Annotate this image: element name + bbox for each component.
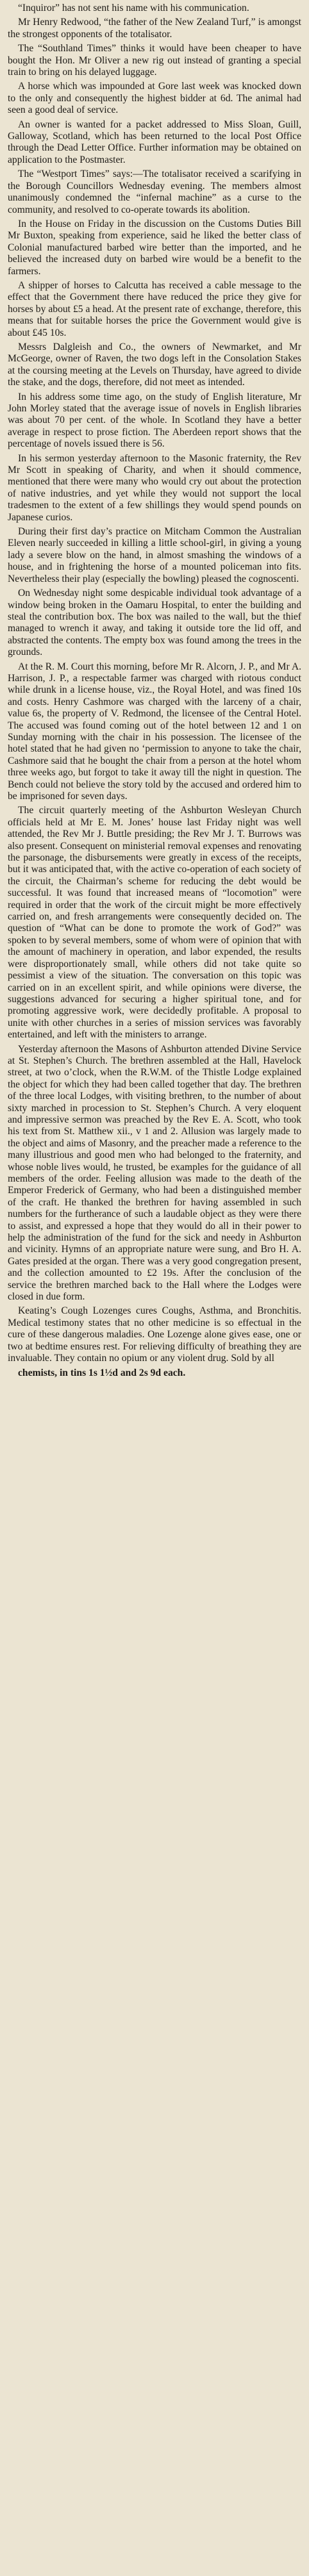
advertisement-keatings-lozenges: Keating’s Cough Lozenges cures Coughs, Asthma, and Bronchitis. Medical testimony states that no other medicine is so effectual in the cure of these dangerous maladies. One Lozenge alone gives ease, one or two at bedtime ensures rest. For relieving difficulty of breathing they are invaluable. They contain no opium or any violent drug. Sold by all [8,1305,301,1364]
news-item-wesleyan-meeting: The circuit quarterly meeting of the Ashburton Wesleyan Church officials held at Mr E. M. Jones’ house last Friday night was well attended, the Rev Mr J. Buttle presiding; the Rev Mr J. T. Burrows was also present. Consequent on ministerial removal expenses and renovating the parsonage, the disbursements were greatly in excess of the receipts, but it was anticipated that, with the active co-operation of each society of the circuit, the Chairman’s scheme for reducing the debt would be successful. It was found that increased means of “locomotion” were required in order that the work of the circuit might be more effectively carried on, and fresh arrangements were consequently decided on. The question of “What can be done to promote the work of God?” was spoken to by several members, some of whom were of opinion that with the amount of machinery in operation, and labor expended, the results were disproportionately small, while others did not take quite so pessimist a view of the situation. The conversation on this topic was carried on in an excellent spirit, and while opinions were diverse, the suggestions advanced for securing a higher spiritual tone, and for promoting aggressive work, were decidedly profitable. A proposal to unite with other churches in a series of mission services was favorably entertained, and left with the ministers to arrange. [8,805,301,1041]
news-item-australian-eleven: During their first day’s practice on Mitcham Common the Australian Eleven nearly succeeded in killing a little school-girl, in giving a young lady a severe blow on the hand, in almost smashing the windows of a house, and in frightening the horse of a mounted policeman into fits. Nevertheless their play (especially the bowling) pleased the cognoscenti. [8,526,301,584]
news-item-inquiror: “Inquiror” has not sent his name with his communication. [18,3,249,13]
news-item-westport-times: The “Westport Times” says:—The totalisator received a scarifying in the Borough Councillors Wednesday evening. The members almost unanimously condemned the “infernal machine” as a curse to the community, and resolved to co-operate towards its abolition. [8,169,301,215]
news-item-southland-times: The “Southland Times” thinks it would have been cheaper to have bought the Hon. Mr Oliver a new rig out instead of granting a special train to bring on his delayed luggage. [8,43,301,78]
news-item-customs-duties: In the House on Friday in the discussion on the Customs Duties Bill Mr Buxton, speaking from experience, said he liked the better class of Colonial manufactured barbed wire better than the imported, and he believed the increased duty on barbed wire would be a benefit to the farmers. [8,218,301,277]
news-item-masons-service: Yesterday afternoon the Masons of Ashburton attended Divine Service at St. Stephen’s Church. The brethren assembled at the Hall, Havelock street, at two o’clock, when the R.W.M. of the Thistle Lodge explained the object for which they had been called together that day. The brethren of the three local Lodges, with visiting brethren, to the number of about sixty marched in procession to St. Stephen’s Church. A very eloquent and impressive sermon was preached by the Rev E. A. Scott, who took his text from St. Matthew xii., v 1 and 2. Allusion was largely made to the object and aims of Masonry, and the preacher made a reference to the many illustrious and good men who had belonged to the fraternity, and whose noble lives would, he trusted, be examples for the guidance of all members of the order. Feeling allusion was made to the death of the Emperor Frederick of Germany, who had been a distinguished member of the craft. He thanked the brethren for having assembled in such numbers for the furtherance of such a laudable object as they were there to assist, and expressed a hope that they would do all in their power to help the administration of the fund for the sick and needy in Ashburton and vicinity. Hymns of an appropriate nature were sung, and Bro H. A. Gates presided at the organ. There was a very good congregation present, and the collection amounted to £2 19s. After the conclusion of the service the brethren marched back to the Hall where the Lodges were closed in due form. [8,1043,301,1303]
news-item-redwood: Mr Henry Redwood, “the father of the New Zealand Turf,” is amongst the strongest opponents of the totalisator. [8,17,301,40]
news-item-calcutta-horses: A shipper of horses to Calcutta has received a cable message to the effect that the Government there have reduced the price they give for horses by about £5 a head. At the present rate of exchange, therefore, this means that for suitable horses the price the Government would give is about £45 10s. [8,279,301,338]
advertisement-price-line: chemists, in tins 1s 1½d and 2s 9d each. [18,1367,186,1378]
news-item-coursing: Messrs Dalgleish and Co., the owners of Newmarket, and Mr McGeorge, owner of Raven, the two dogs left in the Consolation Stakes at the coursing meeting at the Levels on Thursday, have agreed to divide the stake, and the dogs, therefore, did not meet as intended. [8,341,301,388]
news-item-impounded-horse: A horse which was impounded at Gore last week was knocked down to the only and consequently the highest bidder at 6d. The animal had seen a good deal of service. [8,81,301,116]
news-item-rm-court: At the R. M. Court this morning, before Mr R. Alcorn, J. P., and Mr A. Harrison, J. P., a respectable farmer was charged with riotous conduct while drunk in a license house, viz., the Royal Hotel, and was fined 10s and costs. Henry Cashmore was charged with the larceny of a chair, value 6s, the property of V. Redmond, the licensee of the Central Hotel. The accused was found coming out of the hotel between 12 and 1 on Sunday morning with the chair in his possession. The licensee of the hotel stated that he had given no ‘permission to anyone to take the chair, Cashmore said that he bought the chair from a person at the hotel whom three weeks ago, but forgot to take it away till the night in question. The Bench could not believe the story told by the accused and ordered him to be imprisoned for seven days. [8,661,301,802]
news-item-novels: In his address some time ago, on the study of English literature, Mr John Morley stated that the average issue of novels in English libraries was about 70 per cent. of the whole. In Scotland they have a better average in respect to prose fiction. The Aberdeen report shows that the percentage of novels issued there is 56. [8,391,301,450]
news-item-unclaimed-packet: An owner is wanted for a packet addressed to Miss Sloan, Guill, Galloway, Scotland, which has been returned to the local Post Office through the Dead Letter Office. Further information may be obtained on application to the Postmaster. [8,119,301,165]
news-item-masonic-sermon: In his sermon yesterday afternoon to the Masonic fraternity, the Rev Mr Scott in speaking of Charity, and when it should commence, mentioned that there were many who would cry out about the protection of native industries, and yet while they would not support the local tradesmen to the extent of a few shillings they would spend pounds on Japanese curios. [8,452,301,523]
news-item-hospital-theft: On Wednesday night some despicable individual took advantage of a window being broken in the Oamaru Hospital, to enter the building and steal the contribution box. The box was nailed to the wall, but the thief managed to wrench it away, and taking it outside tore the lid off, and abstracted the contents. The empty box was found among the trees in the grounds. [8,588,301,658]
